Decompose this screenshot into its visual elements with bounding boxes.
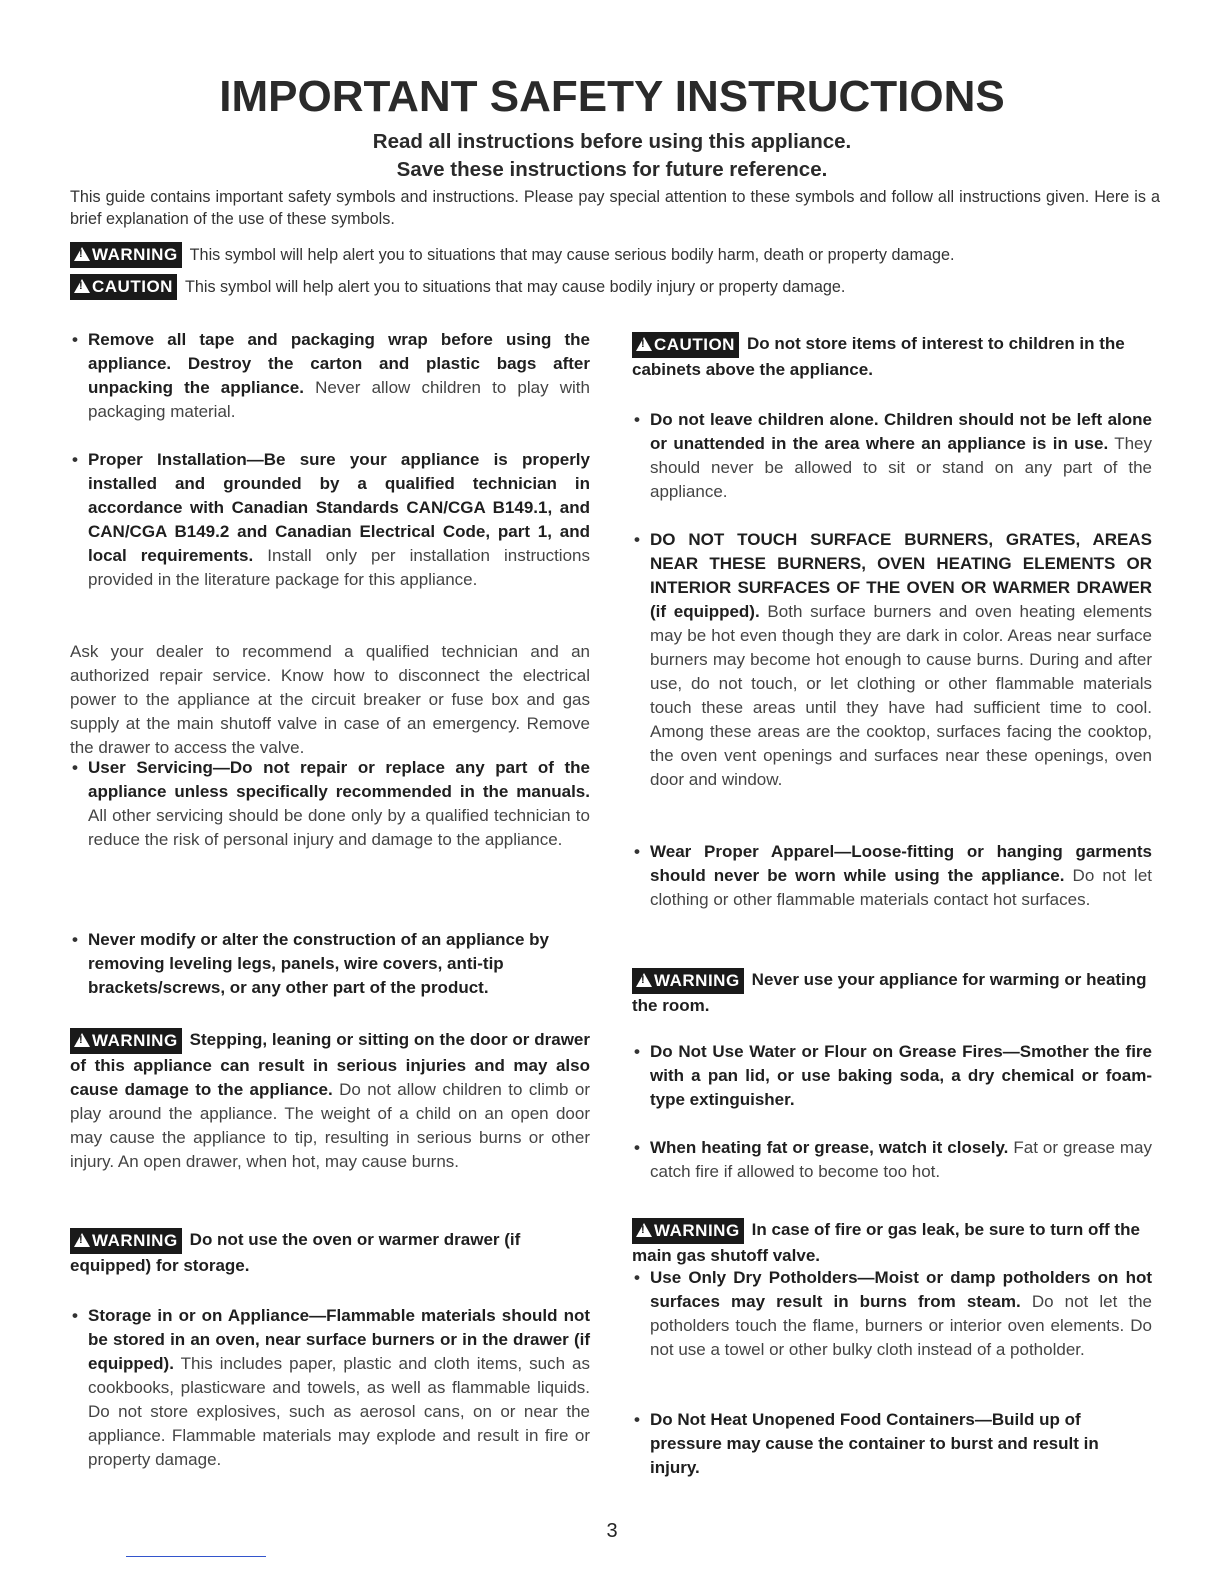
list-item: • Remove all tape and packaging wrap before using the appliance. Destroy the carton and plastic bags after unpacking the appliance. Never allow children to play with packaging material. [72, 330, 590, 421]
warning-badge: !WARNING [70, 242, 182, 268]
page-title: IMPORTANT SAFETY INSTRUCTIONS [219, 72, 1005, 121]
warning-triangle-icon [636, 1223, 652, 1237]
caution-triangle-icon [636, 337, 652, 351]
bullet-icon: • [634, 1138, 640, 1157]
list-item: • Do not leave children alone. Children should not be left alone or unattended in the area where an appliance is in use. They should never be allowed to sit or stand on any part of the appliance. [634, 410, 1152, 501]
caution-triangle-icon [74, 279, 90, 293]
warning-triangle-icon [636, 973, 652, 987]
subtitle-read: Read all instructions before using this appliance. [372, 130, 852, 153]
list-item: • DO NOT TOUCH SURFACE BURNERS, GRATES, AREAS NEAR THESE BURNERS, OVEN HEATING ELEMENTS OR INTERIOR SURFACES OF THE OVEN OR WARMER DRAWER (if equipped). Both surface burners and oven heating elements may be hot even though they are dark in color. Areas near surface burners may become hot enough to cause burns. During and after use, do not touch, or let clothing or other flammable materials touch these areas until they have had sufficient time to cool. Among these areas are the cooktop, surfaces facing the cooktop, the oven vent openings and surfaces near these openings, oven door and window. [634, 530, 1152, 789]
dealer-paragraph: Ask your dealer to recommend a qualified technician and an authorized repair service. Know how to disconnect the electrical power to the appliance at the circuit breaker or fuse box and gas supply at the main shutoff valve in case of an emergency. Remove the drawer to access the valve. [70, 642, 590, 757]
bullet-icon: • [634, 1410, 640, 1429]
list-item: • Wear Proper Apparel—Loose-fitting or hanging garments should never be worn while using the appliance. Do not let clothing or other flammable materials contact hot surfaces. [634, 842, 1152, 909]
bullet-icon: • [634, 1268, 640, 1287]
warning-badge: !WARNING [70, 1228, 182, 1254]
warning-block-storage: !WARNING Do not use the oven or warmer drawer (if equipped) for storage. [70, 1228, 590, 1278]
bullet-icon: • [634, 842, 640, 861]
legend-caution [70, 274, 1170, 300]
list-item: • Use Only Dry Potholders—Moist or damp potholders on hot surfaces may result in burns from steam. Do not let the potholders touch the flame, burners or interior oven elements. Do not use a towel or other bulky cloth instead of a potholder. [634, 1268, 1153, 1359]
warning-block-gas-leak: !WARNING In case of fire or gas leak, be sure to turn off the main gas shutoff valve. [632, 1218, 1152, 1268]
list-item: • Never modify or alter the construction of an appliance by removing leveling legs, panels, wire covers, anti-tip brackets/screws, or any other part of the product. [72, 930, 549, 997]
warning-block-heating: !WARNING Never use your appliance for warming or heating the room. [632, 968, 1152, 1018]
warning-triangle-icon [74, 247, 90, 261]
list-item: • Storage in or on Appliance—Flammable materials should not be stored in an oven, near surface burners or in the drawer (if equipped). This includes paper, plastic and cloth items, such as cookbooks, plasticware and towels, as well as flammable liquids. Do not store explosives, such as aerosol cans, on or near the appliance. Flammable materials may explode and result in fire or property damage. [72, 1306, 590, 1469]
caution-badge: !CAUTION [632, 332, 739, 358]
bullet-icon: • [72, 758, 78, 777]
legend-warning-text: This symbol will help alert you to situations that may cause serious bodily harm, death or property damage. [189, 246, 955, 264]
list-item: • Proper Installation—Be sure your appliance is properly installed and grounded by a qualified technician in accordance with Canadian Standards CAN/CGA B149.1, and CAN/CGA B149.2 and Canadian Electrical Code, part 1, and local requirements. Install only per installation instructions provided in the literature package for this appliance. [72, 450, 590, 589]
subtitle-save: Save these instructions for future reference. [396, 158, 828, 181]
warning-badge: !WARNING [632, 968, 744, 994]
legend-caution-text: This symbol will help alert you to situations that may cause bodily injury or property damage. [184, 278, 846, 296]
bullet-icon: • [72, 330, 78, 349]
page-number: 3 [606, 1520, 618, 1542]
bullet-icon: • [634, 1042, 640, 1061]
list-item: • User Servicing—Do not repair or replace any part of the appliance unless specifically recommended in the manuals. All other servicing should be done only by a qualified technician to reduce the risk of personal injury and damage to the appliance. [72, 758, 590, 849]
warning-badge: !WARNING [632, 1218, 744, 1244]
bullet-icon: • [72, 930, 78, 949]
list-item: • Do Not Use Water or Flour on Grease Fires—Smother the fire with a pan lid, or use baking soda, a dry chemical or foam-type extinguisher. [634, 1042, 1152, 1109]
warning-triangle-icon [74, 1233, 90, 1247]
warning-triangle-icon [74, 1033, 90, 1047]
list-item: • Do Not Heat Unopened Food Containers—Build up of pressure may cause the container to burst and result in injury. [634, 1410, 1099, 1477]
warning-badge: !WARNING [70, 1028, 182, 1054]
legend-warning [70, 242, 1170, 268]
caution-badge: !CAUTION [70, 274, 177, 300]
list-item: • When heating fat or grease, watch it closely. Fat or grease may catch fire if allowed to become too hot. [634, 1138, 1152, 1181]
bullet-icon: • [634, 530, 640, 549]
bullet-icon: • [72, 450, 78, 469]
footer-rule [126, 1556, 266, 1557]
bullet-icon: • [634, 410, 640, 429]
intro-paragraph: This guide contains important safety symbols and instructions. Please pay special attention to these symbols and follow all instructions given. Here is a brief explanation of the use of these symbols. [70, 188, 1160, 228]
caution-block-cabinets: !CAUTION Do not store items of interest to children in the cabinets above the appliance. [632, 332, 1152, 382]
bullet-icon: • [72, 1306, 78, 1325]
warning-block-door: !WARNING Stepping, leaning or sitting on the door or drawer of this appliance can result in serious injuries and may also cause damage to the appliance. Do not allow children to climb or play around the appliance. The weight of a child on an open door may cause the appliance to tip, resulting in serious burns or other injury. An open drawer, when hot, may cause burns. [70, 1028, 590, 1174]
